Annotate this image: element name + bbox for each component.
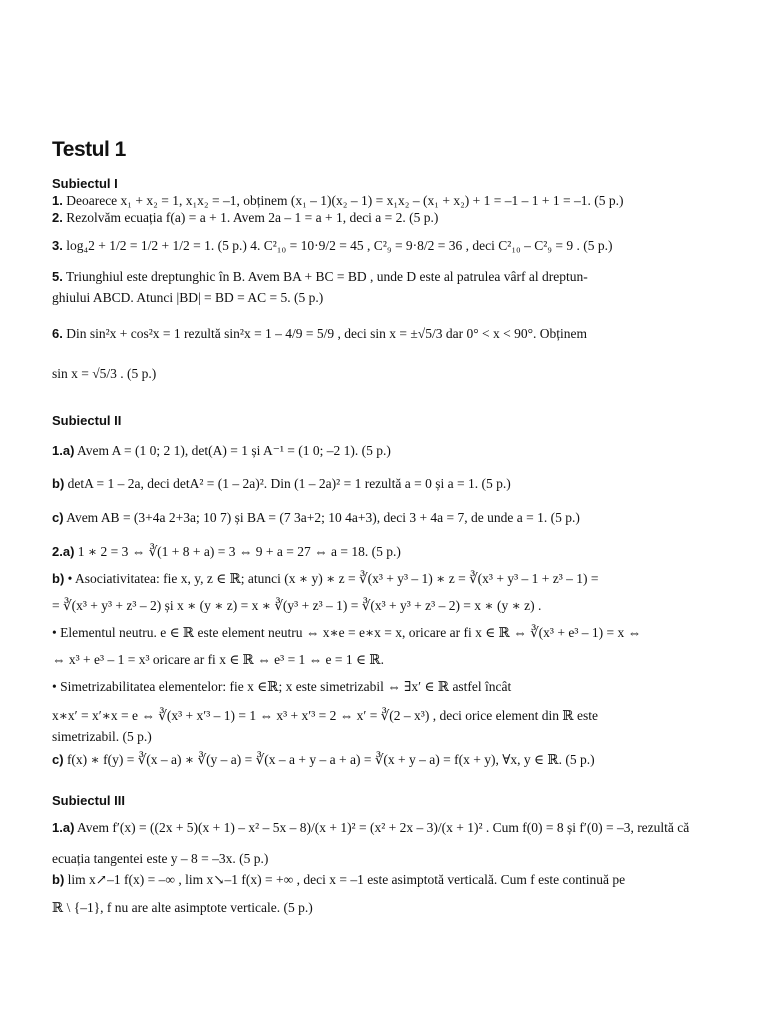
item-number: c) xyxy=(52,752,64,767)
line-text: • Asociativitatea: fie x, y, z ∈ ℝ; atunci (x ∗ y) ∗ z = ∛(x³ + y³ – 1) ∗ z = ∛(x³ + y³ – 1 + z³ – 1) = xyxy=(64,571,599,586)
text-line xyxy=(52,679,688,695)
line-text: ⇔ x³ + e³ – 1 = x³ oricare ar fi x ∈ ℝ ⇔ e³ = 1 ⇔ e = 1 ∈ ℝ. xyxy=(52,652,384,667)
section-heading-2: Subiectul II xyxy=(52,413,122,428)
line-text: • Elementul neutru. e ∈ ℝ este element neutru ⇔ x∗e = e∗x = x, oricare ar fi x ∈ ℝ ⇔ ∛(x³ + e³ – 1) = x ⇔ xyxy=(52,625,642,640)
text-line xyxy=(52,820,688,836)
item-number: b) xyxy=(52,872,65,887)
line-text: Deoarece x₁ + x₂ = 1, x₁x₂ = –1, obținem (x₁ – 1)(x₂ – 1) = x₁x₂ – (x₁ + x₂) + 1 = –1 – 1 + 1 = –1. (5 p.) xyxy=(62,193,624,208)
text-line xyxy=(52,571,688,587)
item-number: 3. xyxy=(52,238,63,253)
section-heading-1: Subiectul I xyxy=(52,176,118,191)
item-number: 2.a) xyxy=(52,544,75,559)
line-text: detA = 1 – 2a, deci detA² = (1 – 2a)². Din (1 – 2a)² = 1 rezultă a = 0 și a = 1. (5 p.) xyxy=(64,476,511,491)
text-line xyxy=(52,851,688,867)
line-text: log₄2 + 1/2 = 1/2 + 1/2 = 1. (5 p.) 4. C²₁₀ = 10·9/2 = 45 , C²₉ = 9·8/2 = 36 , deci C²₁₀ – C²₉ = 9 . (5 p.) xyxy=(62,238,613,253)
line-text: Avem AB = (3+4a 2+3a; 10 7) și BA = (7 3a+2; 10 4a+3), deci 3 + 4a = 7, de unde a = 1. (5 p.) xyxy=(63,510,580,525)
item-number: 6. xyxy=(52,326,63,341)
item-number: b) xyxy=(52,476,65,491)
text-line xyxy=(52,625,688,641)
text-line xyxy=(52,269,688,285)
line-text: ecuația tangentei este y – 8 = –3x. (5 p.) xyxy=(52,851,269,866)
line-text: simetrizabil. (5 p.) xyxy=(52,729,152,744)
text-line xyxy=(52,476,688,492)
line-text: lim x↗–1 f(x) = –∞ , lim x↘–1 f(x) = +∞ , deci x = –1 este asimptotă verticală. Cum f este continuă pe xyxy=(64,872,626,887)
line-text: f(x) ∗ f(y) = ∛(x – a) ∗ ∛(y – a) = ∛(x – a + y – a + a) = ∛(x + y – a) = f(x + y), ∀x, y ∈ ℝ. (5 p.) xyxy=(63,752,595,767)
item-number: 1. xyxy=(52,193,63,208)
text-line xyxy=(52,210,688,226)
line-text: • Simetrizabilitatea elementelor: fie x ∈ℝ; x este simetrizabil ⇔ ∃x′ ∈ ℝ astfel încât xyxy=(52,679,512,694)
line-text: ℝ \ {–1}, f nu are alte asimptote verticale. (5 p.) xyxy=(52,900,313,915)
item-number: 5. xyxy=(52,269,63,284)
line-text: ghiului ABCD. Atunci |BD| = BD = AC = 5. (5 p.) xyxy=(52,290,324,305)
section-heading-3: Subiectul III xyxy=(52,793,125,808)
text-line xyxy=(52,510,688,526)
text-line xyxy=(52,708,688,724)
line-text: sin x = √5/3 . (5 p.) xyxy=(52,366,157,381)
line-text: Din sin²x + cos²x = 1 rezultă sin²x = 1 – 4/9 = 5/9 , deci sin x = ±√5/3 dar 0° < x < 90°. Obținem xyxy=(62,326,587,341)
text-line xyxy=(52,544,688,560)
item-number: b) xyxy=(52,571,65,586)
line-text: 1 ∗ 2 = 3 ⇔ ∛(1 + 8 + a) = 3 ⇔ 9 + a = 27 ⇔ a = 18. (5 p.) xyxy=(74,544,401,559)
text-line xyxy=(52,326,688,342)
line-text: x∗x′ = x′∗x = e ⇔ ∛(x³ + x′³ – 1) = 1 ⇔ x³ + x′³ = 2 ⇔ x′ = ∛(2 – x³) , deci orice element din ℝ este xyxy=(52,708,598,723)
text-line xyxy=(52,443,688,459)
line-text: Avem f′(x) = ((2x + 5)(x + 1) – x² – 5x – 8)/(x + 1)² = (x² + 2x – 3)/(x + 1)² . Cum f(0) = 8 și f′(0) = –3, rezultă că xyxy=(74,820,690,835)
text-line xyxy=(52,872,688,888)
text-line xyxy=(52,652,688,668)
text-line xyxy=(52,290,688,306)
test-title: Testul 1 xyxy=(52,138,126,161)
line-text: = ∛(x³ + y³ + z³ – 2) și x ∗ (y ∗ z) = x ∗ ∛(y³ + z³ – 1) = ∛(x³ + y³ + z³ – 2) = x ∗ (y ∗ z) . xyxy=(52,598,542,613)
text-line xyxy=(52,752,688,768)
text-line xyxy=(52,193,688,209)
item-number: 1.a) xyxy=(52,820,75,835)
line-text: Avem A = (1 0; 2 1), det(A) = 1 și A⁻¹ = (1 0; –2 1). (5 p.) xyxy=(74,443,391,458)
text-line xyxy=(52,238,688,254)
text-line xyxy=(52,729,688,745)
text-line xyxy=(52,598,688,614)
item-number: 1.a) xyxy=(52,443,75,458)
line-text: Triunghiul este dreptunghic în B. Avem BA + BC = BD , unde D este al patrulea vârf al dreptun- xyxy=(62,269,588,284)
text-line xyxy=(52,900,688,916)
item-number: 2. xyxy=(52,210,63,225)
item-number: c) xyxy=(52,510,64,525)
line-text: Rezolvăm ecuația f(a) = a + 1. Avem 2a – 1 = a + 1, deci a = 2. (5 p.) xyxy=(62,210,439,225)
text-line xyxy=(52,366,688,382)
